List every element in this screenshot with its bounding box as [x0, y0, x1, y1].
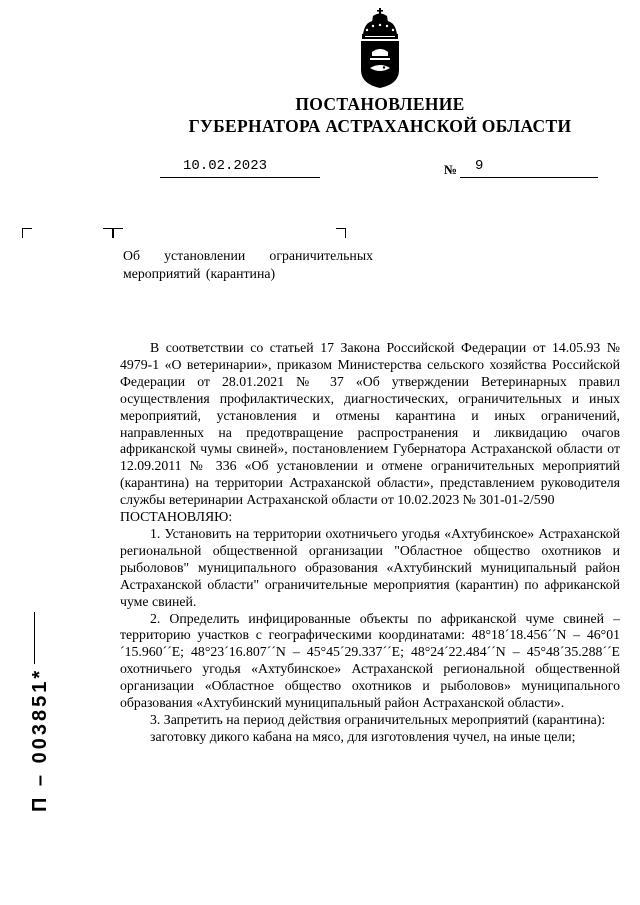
corner-mark	[22, 228, 32, 238]
document-subject: Об установлении ограничительных мероприятий (карантина)	[123, 248, 373, 281]
decree-word: ПОСТАНОВЛЯЮ:	[120, 509, 233, 525]
item-3-subitem: заготовку дикого кабана на мясо, для изготовления чучел, на иные цели;	[150, 728, 576, 744]
issuing-authority: ГУБЕРНАТОРА АСТРАХАНСКОЙ ОБЛАСТИ	[188, 116, 572, 136]
number-sign: №	[444, 162, 458, 177]
date-underline	[160, 177, 320, 178]
astrakhan-coat-of-arms-emblem	[355, 8, 405, 90]
document-date: 10.02.2023	[183, 158, 268, 174]
corner-mark	[336, 228, 346, 238]
item-2-paragraph: 2. Определить инфицированные объекты по африканской чуме свиней – территорию участков с географическими координатами: 48°18´18.456´´N – 46°01´15.960´´E; 48°23´16.807´´N – 45°45´29.337´´E; 48°24´22.484´´N – 45°48´35.288´´E охотничьего угодья «Ахтубинское» Астраханской региональной общественной организации «Областное общество охотников и рыболовов» муниципального образования «Ахтубинский муниципальный район Астраханской области».	[120, 610, 620, 711]
number-underline	[460, 177, 598, 178]
item-3-paragraph: 3. Запретить на период действия ограничительных мероприятий (карантина):	[150, 711, 606, 727]
document-title: ПОСТАНОВЛЕНИЕ	[295, 94, 465, 114]
corner-mark	[103, 228, 113, 238]
item-1-paragraph: 1. Установить на территории охотничьего угодья «Ахтубинское» Астраханской региональной общественной организации "Областное общество охотников и рыболовов" муниципального образования «Ахтубинский муниципальный район Астраханской области" ограничительные мероприятия (карантин) по африканской чуме свиней.	[120, 525, 620, 609]
preamble-paragraph: В соответствии со статьей 17 Закона Российской Федерации от 14.05.93 № 4979-1 «О ветеринарии», приказом Министерства сельского хозяйства Российской Федерации от 28.01.2021 № 37 «Об утверждении Ветеринарных правил осуществления профилактических, диагностических, ограничительных и иных мероприятий, установления и отмены карантина и иных ограничений, направленных на предотвращение распространения и ликвидацию очагов африканской чумы свиней», постановлением Губернатора Астраханской области от 12.09.2011 № 336 «Об установлении и отмене ограничительных мероприятий (карантина) на территории Астраханской области», представлением руководителя службы ветеринарии Астраханской области от 10.02.2023 № 301-01-2/590	[120, 340, 620, 508]
serial-number-stamp: П – 003851*	[29, 667, 51, 812]
corner-mark	[113, 228, 123, 238]
margin-line	[34, 612, 35, 664]
document-body	[120, 340, 620, 746]
document-number: 9	[475, 158, 484, 174]
